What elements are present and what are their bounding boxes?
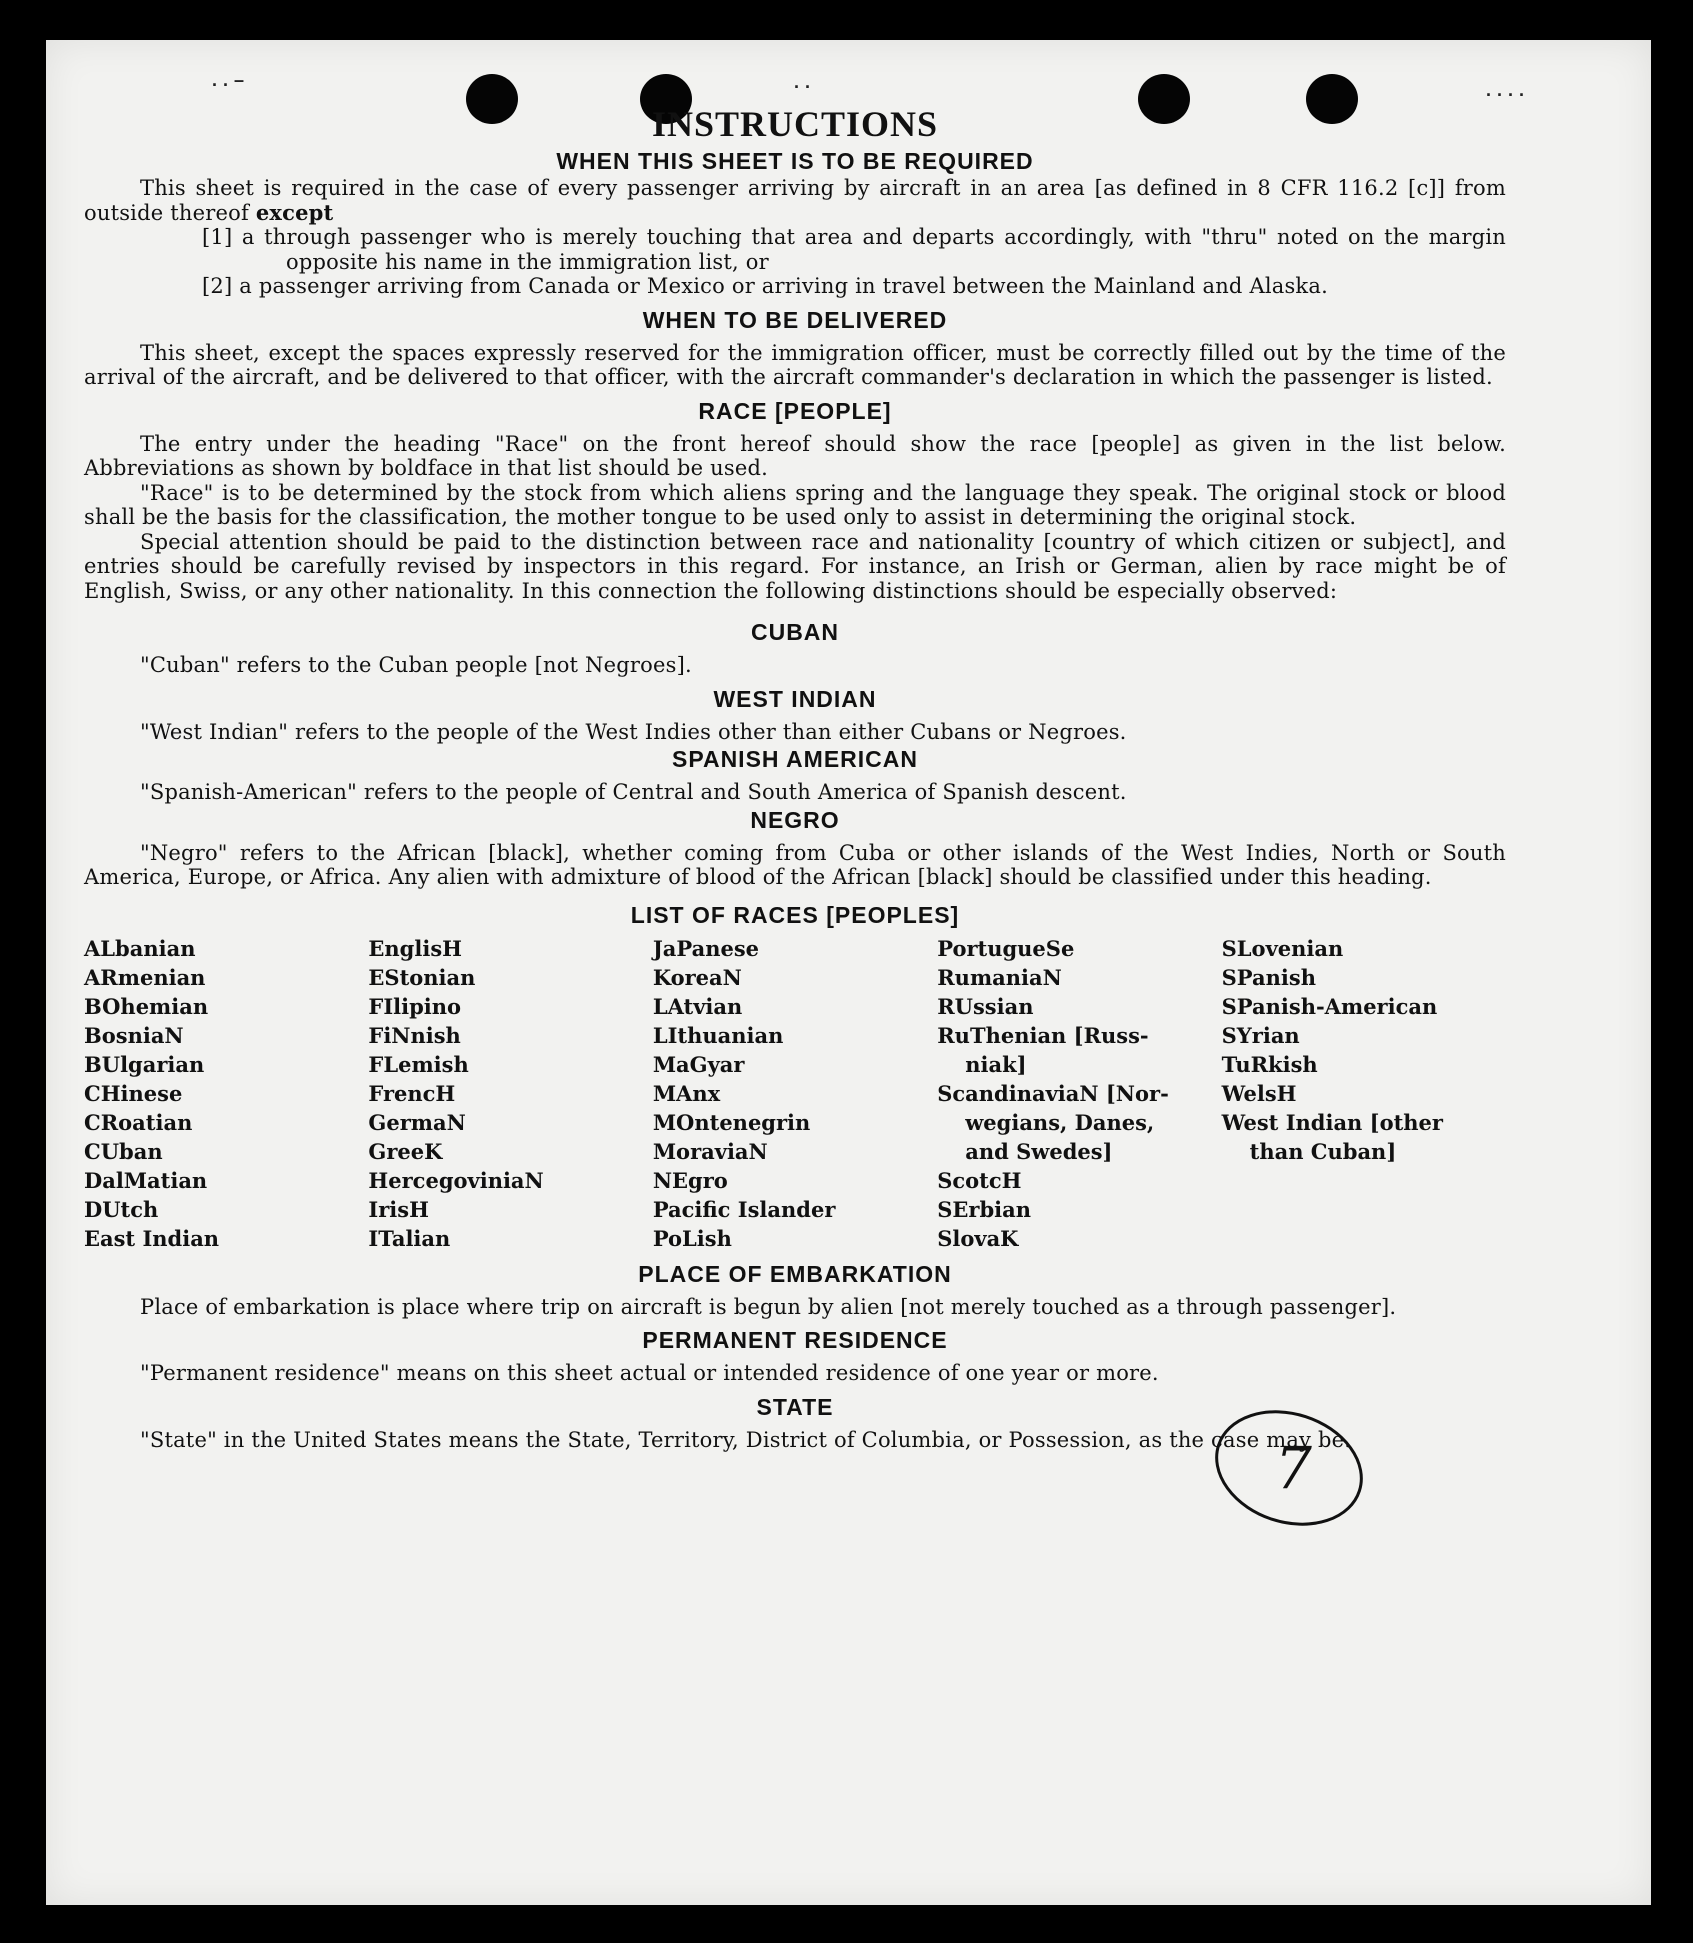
race-entry: PortugueSe (937, 935, 1075, 961)
race-entry: SYrian (1221, 1022, 1300, 1048)
circled-mark-number: 7 (1275, 1434, 1312, 1502)
delivered-body: This sheet, except the spaces expressly reserved for the immigration officer, must be correctly filled out by the time of the arrival of the aircraft, and be delivered to that officer, with the aircraft commander's declaration in which the passenger is listed. (84, 340, 1506, 389)
section-heading-state: STATE (756, 1393, 834, 1420)
race-entry: LAtvian (652, 993, 743, 1019)
race-entry: Pacific Islander (652, 1196, 836, 1222)
race-entry: JaPanese (652, 935, 760, 961)
race-entry: SPanish-American (1221, 993, 1438, 1019)
scan-speck: .. (794, 72, 817, 92)
race-entry: niak] (965, 1051, 1027, 1077)
race-entry: WelsH (1221, 1080, 1297, 1106)
scan-speck: ..– (212, 70, 251, 90)
race-entry: NEgro (652, 1167, 728, 1193)
spanish-american-body: "Spanish-American" refers to the people of Central and South America of Spanish descent. (140, 780, 1127, 804)
race-entry: FIlipino (368, 993, 462, 1019)
race-entry: HercegoviniaN (368, 1167, 544, 1193)
race-paragraph-2: "Race" is to be determined by the stock from which aliens spring and the language they speak. The original stock or blood shall be the basis for the classification, the mother tongue to be used only to assist in determining the original stock. (84, 480, 1506, 529)
race-entry: GermaN (368, 1109, 466, 1135)
section-heading-spanish-american: SPANISH AMERICAN (671, 746, 918, 772)
races-column (653, 934, 937, 1253)
race-entry: SLovenian (1221, 935, 1344, 961)
required-intro (84, 176, 1506, 225)
race-entry: SPanish (1221, 964, 1316, 990)
race-entry: MoraviaN (652, 1138, 768, 1164)
race-entry: ScandinaviaN [Nor- (937, 1080, 1169, 1106)
race-entry: BosniaN (84, 1022, 184, 1048)
race-entry: CUban (84, 1138, 163, 1164)
race-entry: MaGyar (652, 1051, 745, 1077)
races-column (368, 934, 652, 1253)
races-column (937, 934, 1221, 1253)
race-entry: LIthuanian (652, 1022, 784, 1048)
negro-body: "Negro" refers to the African [black], whether coming from Cuba or other islands of the West Indies, North or South America, Europe, or Africa. Any alien with admixture of blood of the African [black] should be classified under this heading. (84, 840, 1506, 889)
section-heading-negro: NEGRO (750, 806, 840, 833)
race-paragraph-1: The entry under the heading "Race" on the front hereof should show the race [people] as given in the list below. Abbreviations as shown by boldface in that list should be used. (84, 431, 1506, 480)
race-entry: ScotcH (937, 1167, 1022, 1193)
race-paragraph-3: Special attention should be paid to the distinction between race and nationality [country of which citizen or subject], and entries should be carefully revised by inspectors in this regard. For instance, an Irish or German, alien by race might be of English, Swiss, or any other nationality. In this connection the following distinctions should be especially observed: (84, 529, 1506, 603)
race-entry: West Indian [other (1221, 1109, 1443, 1135)
race-entry: RUssian (937, 993, 1034, 1019)
race-entry: wegians, Danes, (965, 1109, 1155, 1135)
state-body: "State" in the United States means the State, Territory, District of Columbia, or Possession, as the case may be. (140, 1427, 1352, 1452)
required-intro-text: This sheet is required in the case of every passenger arriving by aircraft in an area [as defined in 8 CFR 116.2 [c]] from outside thereof (84, 176, 1506, 225)
race-entry: RumaniaN (937, 964, 1062, 990)
section-heading-cuban: CUBAN (750, 619, 840, 645)
race-entry: FiNnish (368, 1022, 461, 1048)
race-entry: MOntenegrin (652, 1109, 811, 1135)
cuban-body: "Cuban" refers to the Cuban people [not Negroes]. (140, 653, 692, 677)
race-entry: ALbanian (84, 935, 196, 961)
race-entry: GreeK (368, 1138, 443, 1164)
race-entry: CHinese (84, 1080, 183, 1106)
race-entry: EnglisH (368, 935, 462, 961)
races-column (1222, 934, 1506, 1253)
race-entry: SErbian (937, 1196, 1031, 1222)
required-item-1: [1] a through passenger who is merely touching that area and departs accordingly, with "thru" noted on the margin opposite his name in the immigration list, or (202, 225, 1506, 274)
race-entry: BUlgarian (84, 1051, 205, 1077)
required-item-2: [2] a passenger arriving from Canada or Mexico or arriving in travel between the Mainland and Alaska. (202, 274, 1328, 298)
instructions-content (84, 102, 1506, 1452)
section-heading-delivered: WHEN TO BE DELIVERED (642, 306, 948, 333)
section-heading-west-indian: WEST INDIAN (713, 685, 877, 712)
section-heading-embarkation: PLACE OF EMBARKATION (638, 1260, 952, 1287)
page-title: INSTRUCTIONS (651, 104, 939, 144)
race-entry: East Indian (84, 1225, 220, 1251)
required-intro-except: except (255, 199, 334, 225)
handwritten-circle-mark (1209, 1404, 1371, 1530)
race-entry: than Cuban] (1249, 1138, 1397, 1164)
section-heading-list-of-races: LIST OF RACES [PEOPLES] (630, 901, 960, 928)
race-entry: ITalian (368, 1225, 451, 1251)
race-entry: FLemish (368, 1051, 469, 1077)
section-heading-required: WHEN THIS SHEET IS TO BE REQUIRED (556, 148, 1034, 174)
race-entry: RuThenian [Russ- (937, 1022, 1149, 1048)
race-entry: MAnx (652, 1080, 721, 1106)
races-list (84, 934, 1506, 1253)
races-column (84, 934, 368, 1253)
embarkation-body: Place of embarkation is place where trip on aircraft is begun by alien [not merely touched as a through passenger]. (140, 1294, 1397, 1319)
race-entry: SlovaK (937, 1225, 1019, 1251)
race-entry: CRoatian (84, 1109, 193, 1135)
race-entry: TuRkish (1221, 1051, 1318, 1077)
race-entry: BOhemian (84, 993, 209, 1019)
race-entry: PoLish (652, 1225, 732, 1251)
section-heading-race: RACE [PEOPLE] (698, 397, 892, 424)
scan-speck: .... (1486, 80, 1531, 100)
race-entry: DalMatian (84, 1167, 208, 1193)
race-entry: FrencH (368, 1080, 456, 1106)
race-entry: KoreaN (652, 964, 742, 990)
race-entry: and Swedes] (965, 1138, 1113, 1164)
west-indian-body: "West Indian" refers to the people of the West Indies other than either Cubans or Negroes. (140, 719, 1127, 744)
race-entry: DUtch (84, 1196, 159, 1222)
residence-body: "Permanent residence" means on this sheet actual or intended residence of one year or more. (140, 1361, 1159, 1385)
race-entry: IrisH (368, 1196, 429, 1222)
race-entry: EStonian (368, 964, 476, 990)
section-heading-residence: PERMANENT RESIDENCE (642, 1327, 948, 1353)
race-entry: ARmenian (84, 964, 206, 990)
